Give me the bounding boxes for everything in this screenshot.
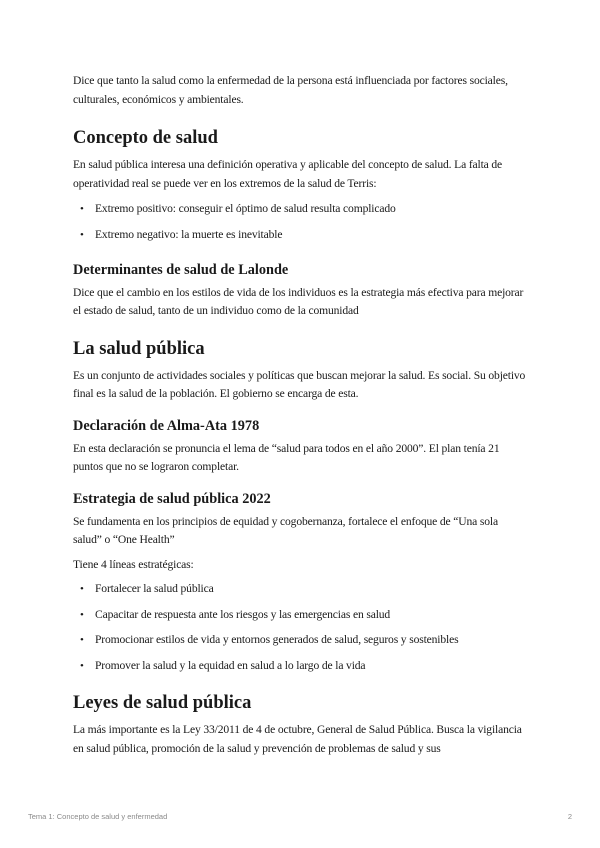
concepto-paragraph: En salud pública interesa una definición operativa y aplicable del concepto de salud. La falta de operatividad real se puede ver en los extremos de la salud de Terris:: [73, 158, 503, 190]
leyes-paragraph: La más importante es la Ley 33/2011 de 4 de octubre, General de Salud Pública. Busca la vigilancia en salud pública, promoción de la salud y prevención de problemas de salud y sus: [73, 723, 522, 755]
estrategia-paragraph: Se fundamenta en los principios de equidad y cogobernanza, fortalece el enfoque de “Una sola salud” o “One Health”: [73, 514, 498, 546]
estrategia-list: [73, 580, 528, 675]
heading-estrategia-2022: Estrategia de salud pública 2022: [73, 490, 271, 507]
page-footer: [28, 812, 572, 821]
salud-publica-paragraph: Es un conjunto de actividades sociales y políticas que buscan mejorar la salud. Es social. Su objetivo final es la salud de la población. El gobierno se encarga de esta.: [73, 368, 526, 400]
heading-leyes-salud-publica: Leyes de salud pública: [73, 693, 252, 713]
heading-alma-ata: Declaración de Alma-Ata 1978: [73, 417, 260, 434]
list-item: • Fortalecer la salud pública: [73, 580, 528, 599]
bullet-icon: •: [80, 608, 84, 621]
bullet-icon: •: [80, 634, 84, 646]
lalonde-paragraph: Dice que el cambio en los estilos de vida de los individuos es la estrategia más efectiva para mejorar el estado de salud, tanto de un individuo como de la comunidad: [73, 285, 524, 317]
bullet-icon: •: [80, 229, 84, 241]
list-item: • Extremo positivo: conseguir el óptimo de salud resulta complicado: [73, 200, 528, 219]
list-item: • Promover la salud y la equidad en salud a lo largo de la vida: [73, 657, 528, 676]
bullet-icon: •: [80, 203, 84, 215]
page-content: [73, 72, 528, 758]
list-item: • Capacitar de respuesta ante los riesgos y las emergencias en salud: [73, 606, 528, 625]
list-item: • Promocionar estilos de vida y entornos generados de salud, seguros y sostenibles: [73, 631, 528, 650]
heading-concepto-de-salud: Concepto de salud: [73, 128, 218, 148]
page-number: 2: [567, 812, 572, 821]
heading-determinantes-lalonde: Determinantes de salud de Lalonde: [73, 261, 289, 278]
concepto-list: [73, 200, 528, 245]
intro-paragraph: Dice que tanto la salud como la enfermedad de la persona está influenciada por factores sociales, culturales, económicos y ambientales.: [73, 74, 508, 106]
bullet-icon: •: [80, 659, 84, 672]
bullet-icon: •: [80, 583, 84, 595]
list-item: • Extremo negativo: la muerte es inevitable: [73, 226, 528, 245]
footer-title: Tema 1: Concepto de salud y enfermedad: [28, 812, 168, 821]
estrategia-lines-intro: Tiene 4 líneas estratégicas:: [73, 557, 194, 571]
alma-ata-paragraph: En esta declaración se pronuncia el lema de “salud para todos en el año 2000”. El plan tenía 21 puntos que no se lograron completar.: [73, 441, 500, 473]
heading-la-salud-publica: La salud pública: [73, 338, 205, 359]
